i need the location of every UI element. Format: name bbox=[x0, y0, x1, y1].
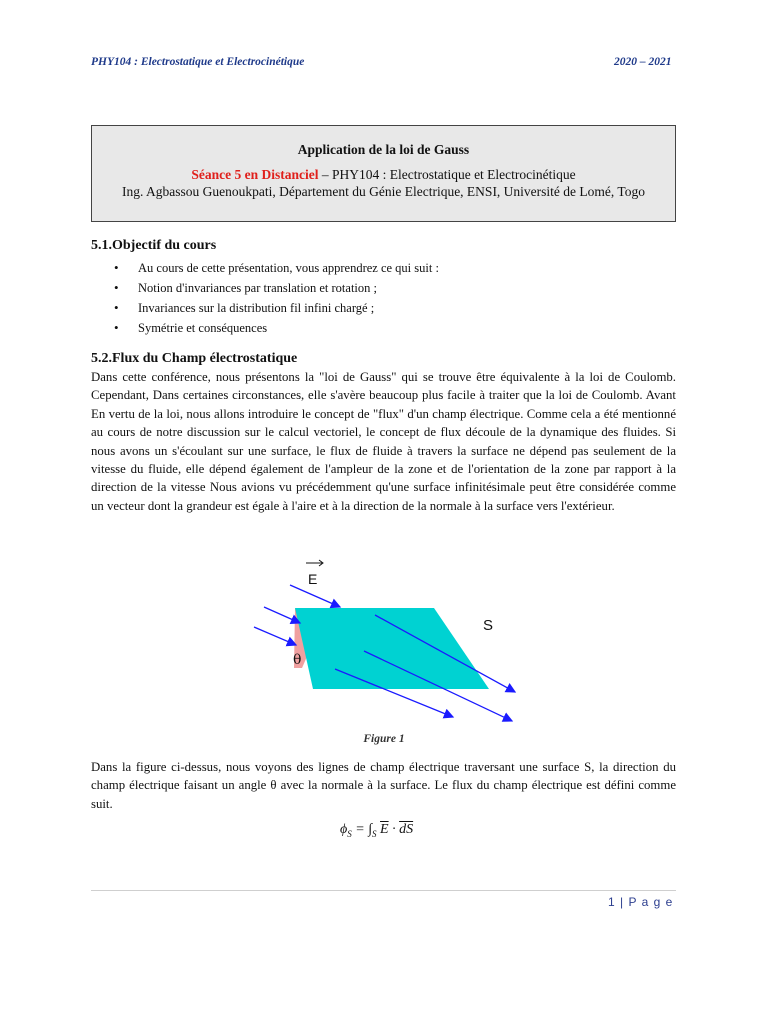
section-heading-objectives: 5.1.Objectif du cours bbox=[91, 238, 217, 253]
surface-s bbox=[295, 608, 489, 689]
page-number: 1 | P a g e bbox=[608, 895, 674, 909]
list-item: • Invariances sur la distribution fil infini chargé ; bbox=[114, 298, 439, 318]
field-line bbox=[254, 627, 296, 645]
document-title: Application de la loi de Gauss bbox=[297, 142, 470, 157]
paragraph-intro: Dans cette conférence, nous présentons la "loi de Gauss" qui se trouve être équivalente à la loi de Coulomb. Cependant, Dans certaines circonstances, elle s'avère beaucoup plus facile à traiter que la loi de Coulomb. Avant En vertu de la loi, nous allons introduire le concept de "flux" d'un champ électrique. Comme cela a été mentionné au cours de notre discussion sur le calcul vectoriel, le concept de flux découle de la dynamique des fluides. Si nous avons un s'écoulant sur une surface, le flux de fluide à travers la surface ne dépend pas seulement de la vitesse du fluide, elle dépend également de l'ampleur de la zone et de l'orientation de la zone par rapport à la direction de la vitesse Nous avions vu précédemment qu'une surface infinitésimale peut être considérée comme un vecteur dont la grandeur est égale à l'aire et à la direction de la normale à la surface vers l'extérieur. bbox=[91, 370, 676, 513]
eq-int-sub: S bbox=[372, 828, 377, 839]
footer-divider bbox=[91, 890, 676, 891]
paragraph-flux-definition: Dans la figure ci-dessus, nous voyons des lignes de champ électrique traversant une surface S, la direction du champ électrique faisant un angle θ avec la normale à la surface. Le flux du champ électrique est défini comme suit. bbox=[91, 760, 676, 811]
field-line bbox=[264, 607, 300, 623]
session-line bbox=[92, 166, 675, 183]
eq-ds-vector: $\overline{dS}$ bbox=[399, 822, 414, 837]
label-e: E bbox=[308, 571, 318, 587]
flux-equation bbox=[340, 822, 413, 839]
list-item: • Au cours de cette présentation, vous apprendrez ce qui suit : bbox=[114, 258, 439, 278]
eq-e-vector: $\overline{E}$ bbox=[380, 822, 389, 837]
header-year: 2020 – 2021 bbox=[614, 56, 672, 68]
field-line bbox=[290, 585, 340, 607]
session-label: Séance 5 en Distanciel bbox=[191, 167, 319, 182]
eq-dot: · bbox=[388, 822, 400, 837]
session-course: – PHY104 : Electrostatique et Electrocinétique bbox=[318, 167, 576, 182]
figure-flux-diagram bbox=[240, 555, 530, 735]
section-heading-flux: 5.2.Flux du Champ électrostatique bbox=[91, 351, 298, 366]
eq-phi: ϕ bbox=[340, 822, 348, 837]
objectives-list bbox=[114, 258, 439, 338]
title-box bbox=[91, 125, 676, 222]
list-item: • Symétrie et conséquences bbox=[114, 318, 439, 338]
author-line: Ing. Agbassou Guenoukpati, Département du Génie Electrique, ENSI, Université de Lomé, Togo bbox=[122, 184, 645, 199]
label-s: S bbox=[483, 617, 494, 634]
eq-integral: = ∫ bbox=[351, 822, 373, 837]
eq-phi-sub: S bbox=[347, 828, 352, 839]
figure-caption: Figure 1 bbox=[363, 733, 405, 745]
header-course: PHY104 : Electrostatique et Electrocinétique bbox=[91, 56, 305, 68]
label-theta: θ bbox=[293, 652, 302, 668]
list-item: • Notion d'invariances par translation et rotation ; bbox=[114, 278, 439, 298]
